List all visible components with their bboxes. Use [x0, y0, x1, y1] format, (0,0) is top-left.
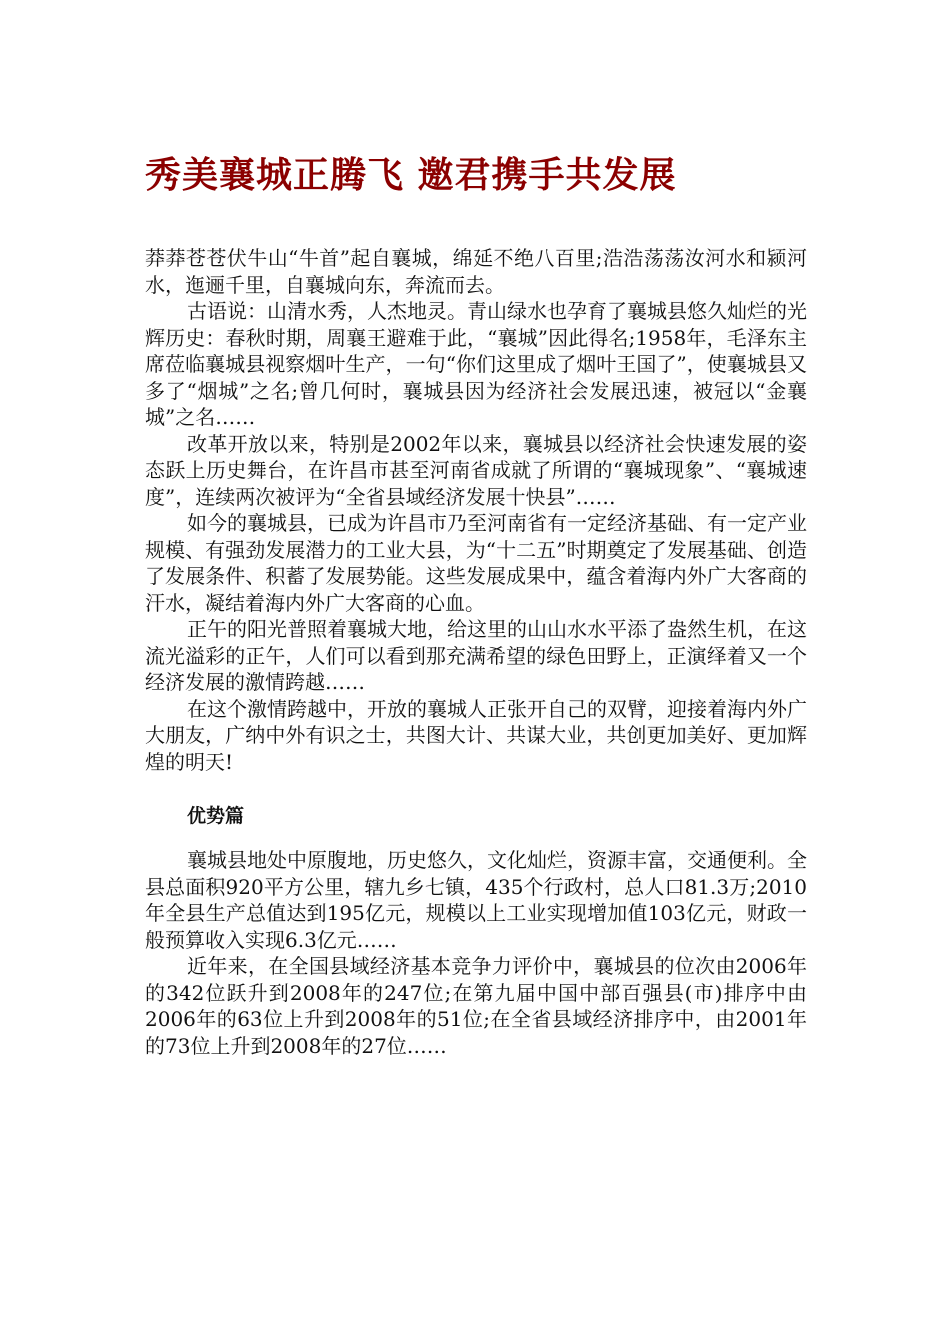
article-body [145, 245, 807, 1059]
paragraph-today: 如今的襄城县，已成为许昌市乃至河南省有一定经济基础、有一定产业规模、有强劲发展潜力的工业大县，为“十二五”时期奠定了发展基础、创造了发展条件、积蓄了发展势能。这些发展成果中，蕴含着海内外广大客商的汗水，凝结着海内外广大客商的心血。 [145, 511, 807, 615]
paragraph-welcome: 在这个激情跨越中，开放的襄城人正张开自己的双臂，迎接着海内外广大朋友，广纳中外有识之士，共图大计、共谋大业，共创更加美好、更加辉煌的明天! [145, 696, 807, 774]
paragraph-noon: 正午的阳光普照着襄城大地，给这里的山山水水平添了盎然生机，在这流光溢彩的正午，人们可以看到那充满希望的绿色田野上，正演绎着又一个经济发展的激情跨越…… [145, 617, 807, 694]
paragraph-overview: 襄城县地处中原腹地，历史悠久，文化灿烂，资源丰富，交通便利。全县总面积920平方公里，辖九乡七镇，435个行政村，总人口81.3万;2010年全县生产总值达到195亿元，规模以上工业实现增加值103亿元，财政一般预算收入实现6.3亿元…… [145, 848, 807, 952]
paragraph-intro: 莽莽苍苍伏牛山“牛首”起自襄城，绵延不绝八百里;浩浩荡荡汝河水和颍河水，迤逦千里，自襄城向东，奔流而去。 [145, 246, 807, 297]
paragraph-ranking: 近年来，在全国县域经济基本竞争力评价中，襄城县的位次由2006年的342位跃升到2008年的247位;在第九届中国中部百强县(市)排序中由2006年的63位上升到2008年的51位;在全省县域经济排序中，由2001年的73位上升到2008年的27位…… [145, 954, 807, 1058]
page-title: 秀美襄城正腾飞 邀君携手共发展 [145, 155, 677, 197]
section-heading: 优势篇 [187, 805, 245, 827]
paragraph-history: 古语说：山清水秀，人杰地灵。青山绿水也孕育了襄城县悠久灿烂的光辉历史：春秋时期，周襄王避难于此，“襄城”因此得名;1958年，毛泽东主席莅临襄城县视察烟叶生产，一句“你们这里成了烟叶王国了”，使襄城县又多了“烟城”之名;曾几何时，襄城县因为经济社会发展迅速，被冠以“金襄城”之名…… [145, 299, 807, 429]
paragraph-reform: 改革开放以来，特别是2002年以来，襄城县以经济社会快速发展的姿态跃上历史舞台，在许昌市甚至河南省成就了所谓的“襄城现象”、“襄城速度”，连续两次被评为“全省县域经济发展十快县”…… [145, 431, 807, 509]
